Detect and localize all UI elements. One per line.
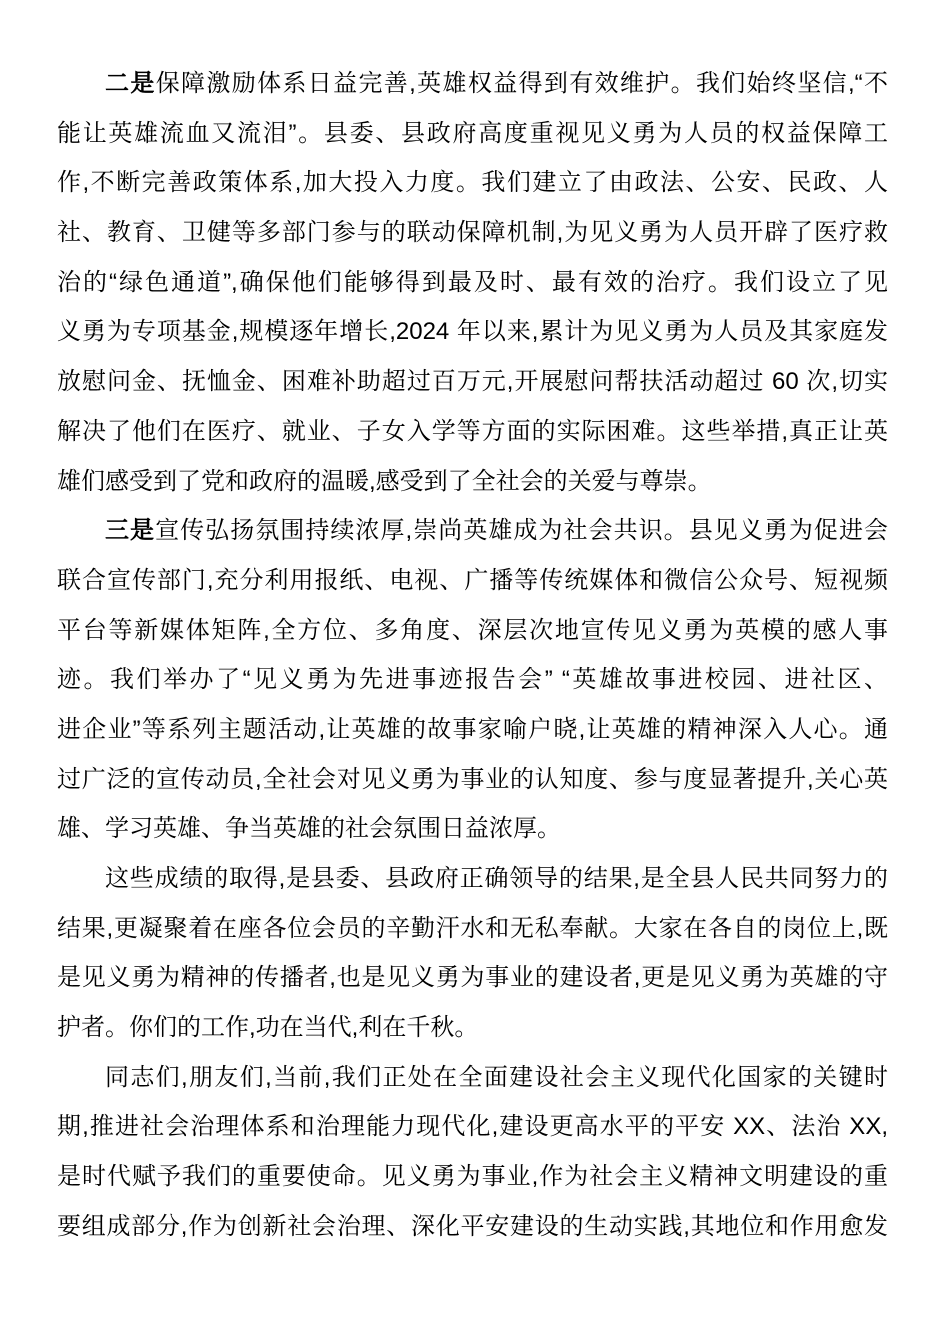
text-run: 结果,更凝聚着在座各位会员的辛勤汗水和无私奉献。大家在各自的岗位上,既 <box>57 914 888 942</box>
text-line <box>57 556 888 606</box>
document-body <box>57 59 888 1252</box>
text-run: 宣传弘扬氛围持续浓厚,崇尚英雄成为社会共识。县见义勇为促进会 <box>155 517 888 545</box>
text-line <box>57 208 888 258</box>
text-line <box>57 705 888 755</box>
text-line <box>57 158 888 208</box>
text-run: 放慰问金、抚恤金、困难补助超过百万元,开展慰问帮扶活动超过 60 次,切实 <box>57 368 888 396</box>
text-run: 联合宣传部门,充分利用报纸、电视、广播等传统媒体和微信公众号、短视频 <box>57 566 888 594</box>
text-line <box>57 407 888 457</box>
text-line <box>57 1202 888 1252</box>
bold-run: 二是 <box>105 70 156 97</box>
text-run: 期,推进社会治理体系和治理能力现代化,建设更高水平的平安 XX、法治 XX, <box>57 1113 888 1141</box>
text-line <box>57 1053 888 1103</box>
text-run: 能让英雄流血又流泪”。县委、县政府高度重视见义勇为人员的权益保障工 <box>57 119 888 147</box>
text-line <box>57 1152 888 1202</box>
text-run: 要组成部分,作为创新社会治理、深化平安建设的生动实践,其地位和作用愈发 <box>57 1212 888 1240</box>
text-line <box>57 953 888 1003</box>
text-line <box>57 804 888 854</box>
text-run: 这些成绩的取得,是县委、县政府正确领导的结果,是全县人民共同努力的 <box>105 865 888 892</box>
text-line <box>57 258 888 308</box>
text-run: 治的“绿色通道”,确保他们能够得到最及时、最有效的治疗。我们设立了见 <box>57 268 888 296</box>
text-line <box>57 1102 888 1152</box>
text-run: 同志们,朋友们,当前,我们正处在全面建设社会主义现代化国家的关键时 <box>105 1063 888 1091</box>
text-line <box>57 655 888 705</box>
text-line <box>57 357 888 407</box>
text-run: 雄们感受到了党和政府的温暖,感受到了全社会的关爱与尊崇。 <box>57 467 712 495</box>
text-run: 平台等新媒体矩阵,全方位、多角度、深层次地宣传见义勇为英模的感人事 <box>57 616 888 644</box>
text-line <box>57 755 888 805</box>
text-line <box>57 606 888 656</box>
text-line <box>57 457 888 507</box>
text-line <box>57 904 888 954</box>
text-line <box>57 506 888 556</box>
text-run: 社、教育、卫健等多部门参与的联动保障机制,为见义勇为人员开辟了医疗救 <box>57 219 888 247</box>
text-line <box>57 307 888 357</box>
text-line <box>57 109 888 159</box>
text-run: 保障激励体系日益完善,英雄权益得到有效维护。我们始终坚信,“不 <box>155 70 888 97</box>
bold-run: 三是 <box>105 517 156 545</box>
text-line <box>57 1003 888 1053</box>
text-line <box>57 854 888 904</box>
text-run: 雄、学习英雄、争当英雄的社会氛围日益浓厚。 <box>57 815 561 843</box>
text-run: 作,不断完善政策体系,加大投入力度。我们建立了由政法、公安、民政、人 <box>57 169 888 197</box>
text-run: 过广泛的宣传动员,全社会对见义勇为事业的认知度、参与度显著提升,关心英 <box>57 765 888 793</box>
text-run: 解决了他们在医疗、就业、子女入学等方面的实际困难。这些举措,真正让英 <box>57 417 888 445</box>
text-run: 是时代赋予我们的重要使命。见义勇为事业,作为社会主义精神文明建设的重 <box>57 1163 888 1191</box>
text-line <box>57 59 888 109</box>
text-run: 迹。我们举办了“见义勇为先进事迹报告会” “英雄故事进校园、进社区、 <box>57 666 888 694</box>
text-run: 是见义勇为精神的传播者,也是见义勇为事业的建设者,更是见义勇为英雄的守 <box>57 964 888 992</box>
text-run: 护者。你们的工作,功在当代,利在千秋。 <box>57 1014 479 1042</box>
text-run: 义勇为专项基金,规模逐年增长,2024 年以来,累计为见义勇为人员及其家庭发 <box>57 318 888 346</box>
text-run: 进企业”等系列主题活动,让英雄的故事家喻户晓,让英雄的精神深入人心。通 <box>57 715 888 743</box>
